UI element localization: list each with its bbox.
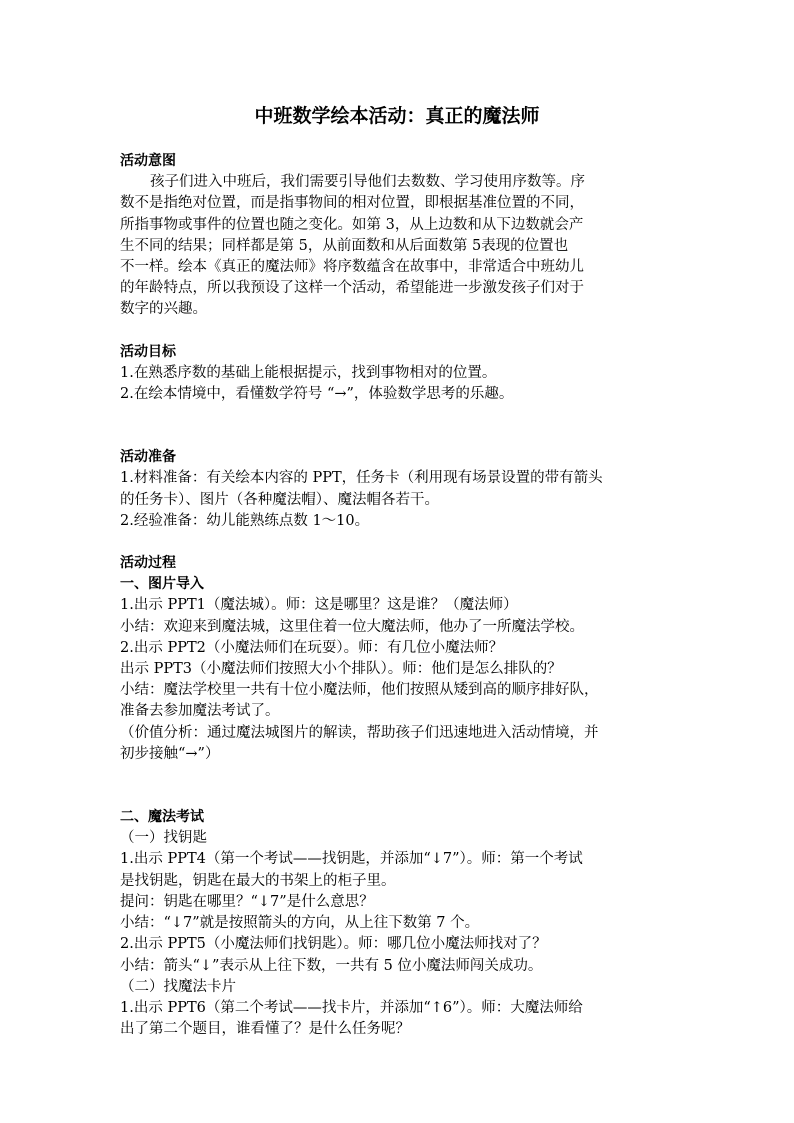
part2-sub1-line: 是找钥匙，钥匙在最大的书架上的柜子里。	[120, 872, 396, 889]
prep-heading: 活动准备	[120, 449, 176, 466]
intent-heading: 活动意图	[120, 153, 176, 169]
intent-line: 数不是指绝对位置，而是指事物间的相对位置，即根据基准位置的不同，	[120, 195, 584, 212]
intent-line: 生不同的结果；同样都是第 5，从前面数和从后面数第 5表现的位置也	[120, 237, 569, 254]
part2-sub2-line: 出了第二个题目，谁看懂了？是什么任务呢？	[120, 1021, 410, 1038]
prep-line: 2.经验准备：幼儿能熟练点数 1～10。	[120, 512, 370, 529]
intent-line: 不一样。绘本《真正的魔法师》将序数蕴含在故事中，非常适合中班幼儿	[120, 259, 584, 276]
part1-line: 1.出示 PPT1（魔法城）。师：这是哪里？这是谁？（魔法师）	[120, 597, 518, 614]
part2-sub1-heading: （一）找钥匙	[120, 830, 207, 847]
intent-line: 数字的兴趣。	[120, 301, 207, 318]
goals-line: 2.在绘本情境中，看懂数学符号 “→”，体验数学思考的乐趣。	[120, 386, 514, 403]
part2-sub1-line: 1.出示 PPT4（第一个考试——找钥匙，并添加“↓7”）。师：第一个考试	[120, 851, 583, 868]
part2-sub1-line: 提问：钥匙在哪里？“↓7”是什么意思？	[120, 893, 374, 910]
goals-line: 1.在熟悉序数的基础上能根据提示，找到事物相对的位置。	[120, 364, 497, 381]
document-body	[120, 151, 668, 1040]
part2-sub1-line: 小结：箭头“↓”表示从上往下数，一共有 5 位小魔法师闯关成功。	[120, 957, 543, 974]
part1-line: 小结：魔法学校里一共有十位小魔法师，他们按照从矮到高的顺序排好队，	[120, 682, 599, 699]
part2-sub2-line: 1.出示 PPT6（第二个考试——找卡片，并添加“↑6”）。师：大魔法师给	[120, 999, 583, 1016]
part2-sub2-heading: （二）找魔法卡片	[120, 978, 236, 995]
process-heading: 活动过程	[120, 555, 176, 572]
page-title: 中班数学绘本活动：真正的魔法师	[254, 105, 540, 127]
part1-line: （价值分析：通过魔法城图片的解读，帮助孩子们迅速地进入活动情境，并	[120, 724, 599, 741]
prep-line: 1.材料准备：有关绘本内容的 PPT，任务卡（利用现有场景设置的带有箭头	[120, 470, 603, 487]
intent-line: 孩子们进入中班后，我们需要引导他们去数数、学习使用序数等。序	[150, 174, 585, 191]
intent-line: 所指事物或事件的位置也随之变化。如第 3，从上边数和从下边数就会产	[120, 216, 584, 233]
prep-line: 的任务卡）、图片（各种魔法帽）、魔法帽各若干。	[120, 491, 439, 508]
part1-line: 准备去参加魔法考试了。	[120, 703, 280, 720]
part1-line: 初步接触“→”）	[120, 745, 220, 762]
intent-line: 的年龄特点，所以我预设了这样一个活动，希望能进一步激发孩子们对于	[120, 280, 584, 297]
part1-line: 出示 PPT3（小魔法师们按照大小个排队）。师：他们是怎么排队的？	[120, 661, 562, 678]
part1-heading: 一、图片导入	[120, 576, 204, 593]
goals-heading: 活动目标	[120, 343, 176, 360]
part2-sub1-line: 小结：“↓7”就是按照箭头的方向，从上往下数第 7 个。	[120, 915, 480, 932]
part2-heading: 二、魔法考试	[120, 809, 204, 826]
part1-line: 2.出示 PPT2（小魔法师们在玩耍）。师：有几位小魔法师？	[120, 639, 504, 656]
part1-line: 小结：欢迎来到魔法城，这里住着一位大魔法师，他办了一所魔法学校。	[120, 618, 584, 635]
part2-sub1-line: 2.出示 PPT5（小魔法师们找钥匙）。师：哪几位小魔法师找对了？	[120, 936, 547, 953]
